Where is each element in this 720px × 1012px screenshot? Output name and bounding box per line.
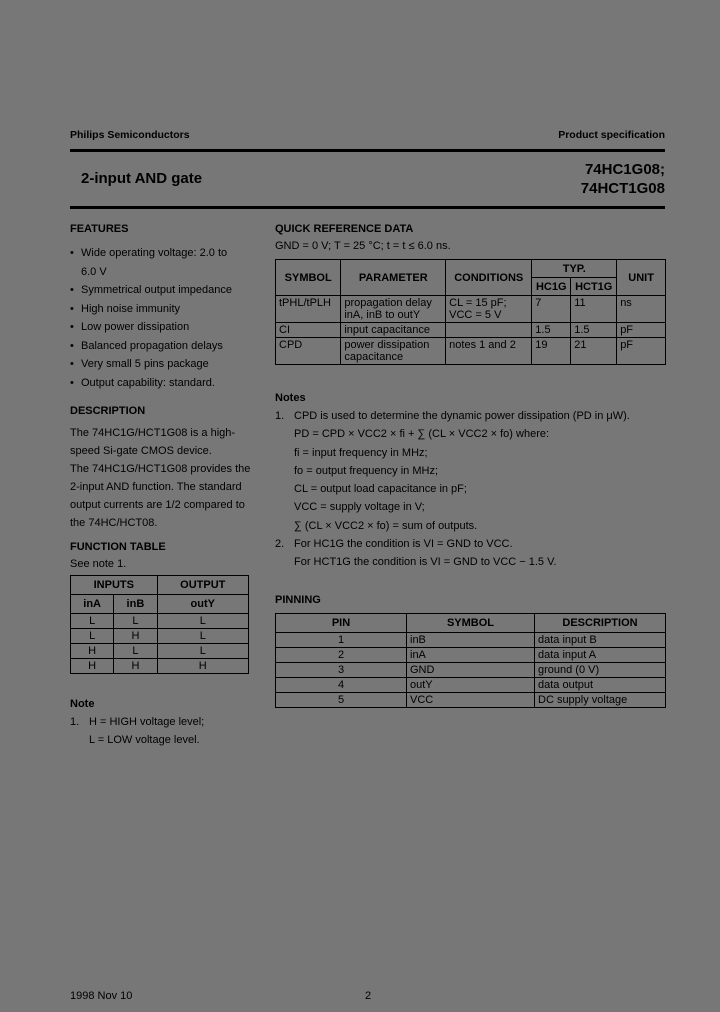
note-2-hct: For HCT1G the condition is VI = GND to VCC − 1.5 V. xyxy=(294,556,557,569)
part-number-hct: 74HCT1G08 xyxy=(580,180,665,197)
note-1-cl: CL = output load capacitance in pF; xyxy=(294,483,467,496)
note-1-text: CPD is used to determine the dynamic power dissipation (PD in μW). xyxy=(294,410,630,422)
parameter-cell: input capacitance xyxy=(341,323,446,338)
features-heading: FEATURES xyxy=(70,223,129,235)
feature-item: • Output capability: standard. xyxy=(70,374,265,393)
output-group-header: OUTPUT xyxy=(157,576,248,595)
table-row: 4 outY data output xyxy=(276,678,666,693)
title-rule xyxy=(70,206,665,209)
note-1-sum: ∑ (CL × VCC2 × fo) = sum of outputs. xyxy=(294,519,478,532)
symbol-cell: tPHL/tPLH xyxy=(276,296,341,323)
notes-numbers xyxy=(275,407,284,553)
feature-item: • Low power dissipation xyxy=(70,318,265,337)
col-pin-description: DESCRIPTION xyxy=(535,614,666,633)
feature-item: • Very small 5 pins package xyxy=(70,355,265,374)
typ-hct-cell: 11 xyxy=(571,296,617,323)
conditions-cell: CL = 15 pF; VCC = 5 V xyxy=(446,296,532,323)
note-1-vcc: VCC = supply voltage in V; xyxy=(294,501,425,514)
table-row: L L L xyxy=(71,614,249,629)
feature-item: • Symmetrical output impedance xyxy=(70,281,265,300)
table-row xyxy=(276,338,666,365)
table-row: 3 GND ground (0 V) xyxy=(276,663,666,678)
feature-item: • Balanced propagation delays xyxy=(70,337,265,356)
feature-item: • Wide operating voltage: 2.0 to 6.0 V xyxy=(70,244,265,281)
col-outy: outY xyxy=(157,595,248,614)
parameter-cell: propagation delay inA, inB to outY xyxy=(341,296,446,323)
table-row: H H H xyxy=(71,659,249,674)
col-typ: TYP. xyxy=(532,260,617,278)
note-1-number: 1. xyxy=(275,410,285,422)
description-heading: DESCRIPTION xyxy=(70,405,146,417)
note-2-number: 2. xyxy=(275,538,285,551)
table-row: L H L xyxy=(71,629,249,644)
function-table-note-text: H = HIGH voltage level; L = LOW voltage level. xyxy=(89,716,205,746)
part-numbers xyxy=(581,160,665,198)
part-number-hc: 74HC1G08; xyxy=(584,161,665,178)
page-title: 2-input AND gate xyxy=(81,170,203,187)
table-row: H L L xyxy=(71,644,249,659)
note-2-hc: For HC1G the condition is VI = GND to VCC. xyxy=(294,538,513,551)
unit-cell: pF xyxy=(617,338,666,365)
typ-hct-cell: 1.5 xyxy=(571,323,617,338)
quick-reference-heading: QUICK REFERENCE DATA xyxy=(275,223,414,235)
notes-body xyxy=(294,407,630,572)
col-ina: inA xyxy=(71,595,114,614)
note-1-equation: PD = CPD × VCC2 × fi + ∑ (CL × VCC2 × fo) where: xyxy=(294,428,550,441)
document-type: Product specification xyxy=(558,129,665,141)
features-list xyxy=(70,244,265,392)
function-table-heading: FUNCTION TABLE xyxy=(70,541,166,553)
col-pin: PIN xyxy=(276,614,407,633)
inputs-group-header: INPUTS xyxy=(71,576,158,595)
quick-reference-conditions: GND = 0 V; T = 25 °C; t = t ≤ 6.0 ns. xyxy=(275,240,451,252)
function-table-note-heading: Note xyxy=(70,698,95,710)
typ-hct-cell: 21 xyxy=(571,338,617,365)
company-name: Philips Semiconductors xyxy=(70,129,190,141)
table-row xyxy=(276,296,666,323)
symbol-cell: CI xyxy=(276,323,341,338)
unit-cell: pF xyxy=(617,323,666,338)
function-table-note-number: 1. xyxy=(70,716,80,728)
header-rule xyxy=(70,149,665,152)
symbol-cell: CPD xyxy=(276,338,341,365)
description-para1: The 74HC1G/HCT1G08 is a high-speed Si-gate CMOS device. xyxy=(70,427,236,457)
col-parameter: PARAMETER xyxy=(341,260,446,296)
typ-hc-cell: 19 xyxy=(532,338,571,365)
col-hct1g: HCT1G xyxy=(571,278,617,296)
typ-hc-cell: 1.5 xyxy=(532,323,571,338)
function-table-see-note: See note 1. xyxy=(70,558,127,570)
col-inb: inB xyxy=(114,595,157,614)
col-hc1g: HC1G xyxy=(532,278,571,296)
col-pin-symbol: SYMBOL xyxy=(407,614,535,633)
table-row: 5 VCC DC supply voltage xyxy=(276,693,666,708)
page-number: 2 xyxy=(365,990,372,1002)
quick-reference-table xyxy=(275,259,666,365)
typ-hc-cell: 7 xyxy=(532,296,571,323)
parameter-cell: power dissipation capacitance xyxy=(341,338,446,365)
col-conditions: CONDITIONS xyxy=(446,260,532,296)
table-row: 2 inA data input A xyxy=(276,648,666,663)
col-symbol: SYMBOL xyxy=(276,260,341,296)
pinning-heading: PINNING xyxy=(275,594,321,606)
note-1-fo: fo = output frequency in MHz; xyxy=(294,464,438,477)
note-1-fi: fi = input frequency in MHz; xyxy=(294,446,428,459)
unit-cell: ns xyxy=(617,296,666,323)
conditions-cell: notes 1 and 2 xyxy=(446,338,532,365)
half-fraction: 1/2 xyxy=(165,499,181,511)
description-para2: The 74HC1G/HCT1G08 provides the 2-input AND function. The standard output currents are 1/2 compared to the 74HC/HCT08. xyxy=(70,463,251,529)
pinning-table xyxy=(275,613,666,708)
table-row xyxy=(276,323,666,338)
col-unit: UNIT xyxy=(617,260,666,296)
notes-heading: Notes xyxy=(275,392,306,404)
conditions-cell xyxy=(446,323,532,338)
table-row: 1 inB data input B xyxy=(276,633,666,648)
footer-date: 1998 Nov 10 xyxy=(70,990,133,1002)
feature-item: • High noise immunity xyxy=(70,300,265,319)
function-table xyxy=(70,575,249,674)
